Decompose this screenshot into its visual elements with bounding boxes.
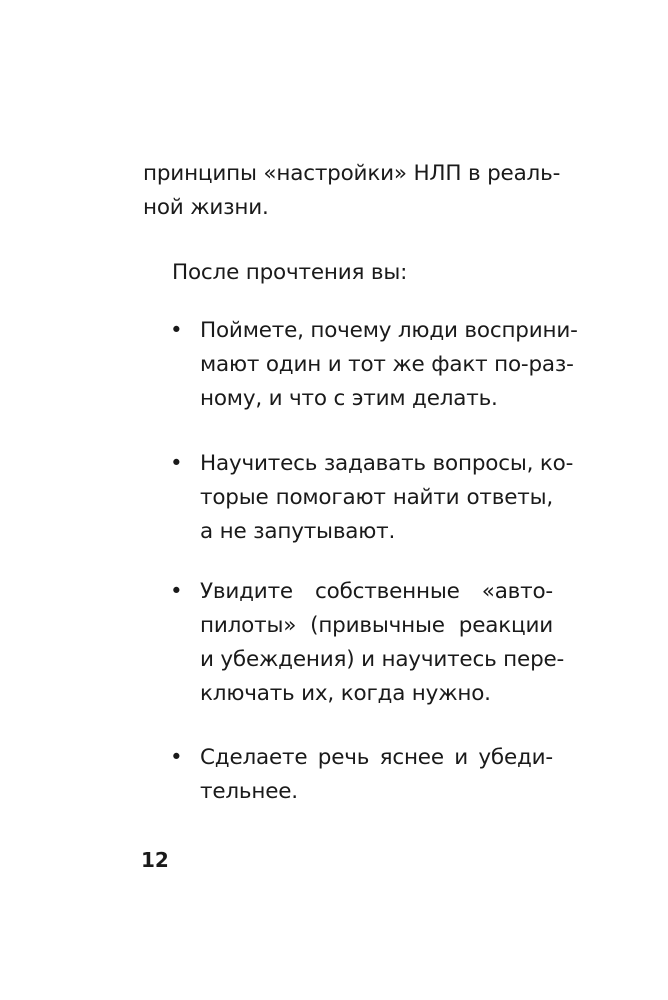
text-line: и убеждения) и научитесь пере-	[200, 647, 565, 672]
text-line: мают один и тот же факт по-раз-	[200, 352, 574, 377]
text-line: Увидите собственные «авто-	[200, 579, 553, 604]
text-line: ному, и что с этим делать.	[200, 386, 498, 411]
bullet-marker: •	[170, 451, 183, 476]
paragraph-intro	[172, 256, 553, 290]
paragraph-continuation	[143, 157, 561, 225]
bullet-marker: •	[170, 318, 183, 343]
bullet-text	[200, 447, 574, 549]
text-line: ной жизни.	[143, 195, 269, 220]
bullet-text	[200, 314, 578, 416]
text-line: принципы «настройки» НЛП в реаль-	[143, 161, 561, 186]
text-line: пилоты» (привычные реакции	[200, 613, 553, 638]
text-line: ключать их, когда нужно.	[200, 681, 491, 706]
text-line: Поймете, почему люди восприни-	[200, 318, 578, 343]
text-line: а не запутывают.	[200, 519, 396, 544]
text-line: торые помогают найти ответы,	[200, 485, 553, 510]
bullet-text	[200, 575, 565, 711]
bullet-marker: •	[170, 745, 183, 770]
bullet-marker: •	[170, 579, 183, 604]
text-line: После прочтения вы:	[172, 260, 408, 285]
text-line: Сделаете речь яснее и убеди-	[200, 745, 553, 770]
text-line: Научитесь задавать вопросы, ко-	[200, 451, 574, 476]
bullet-text	[200, 741, 553, 809]
text-line: тельнее.	[200, 779, 298, 804]
page-number: 12	[141, 848, 169, 872]
